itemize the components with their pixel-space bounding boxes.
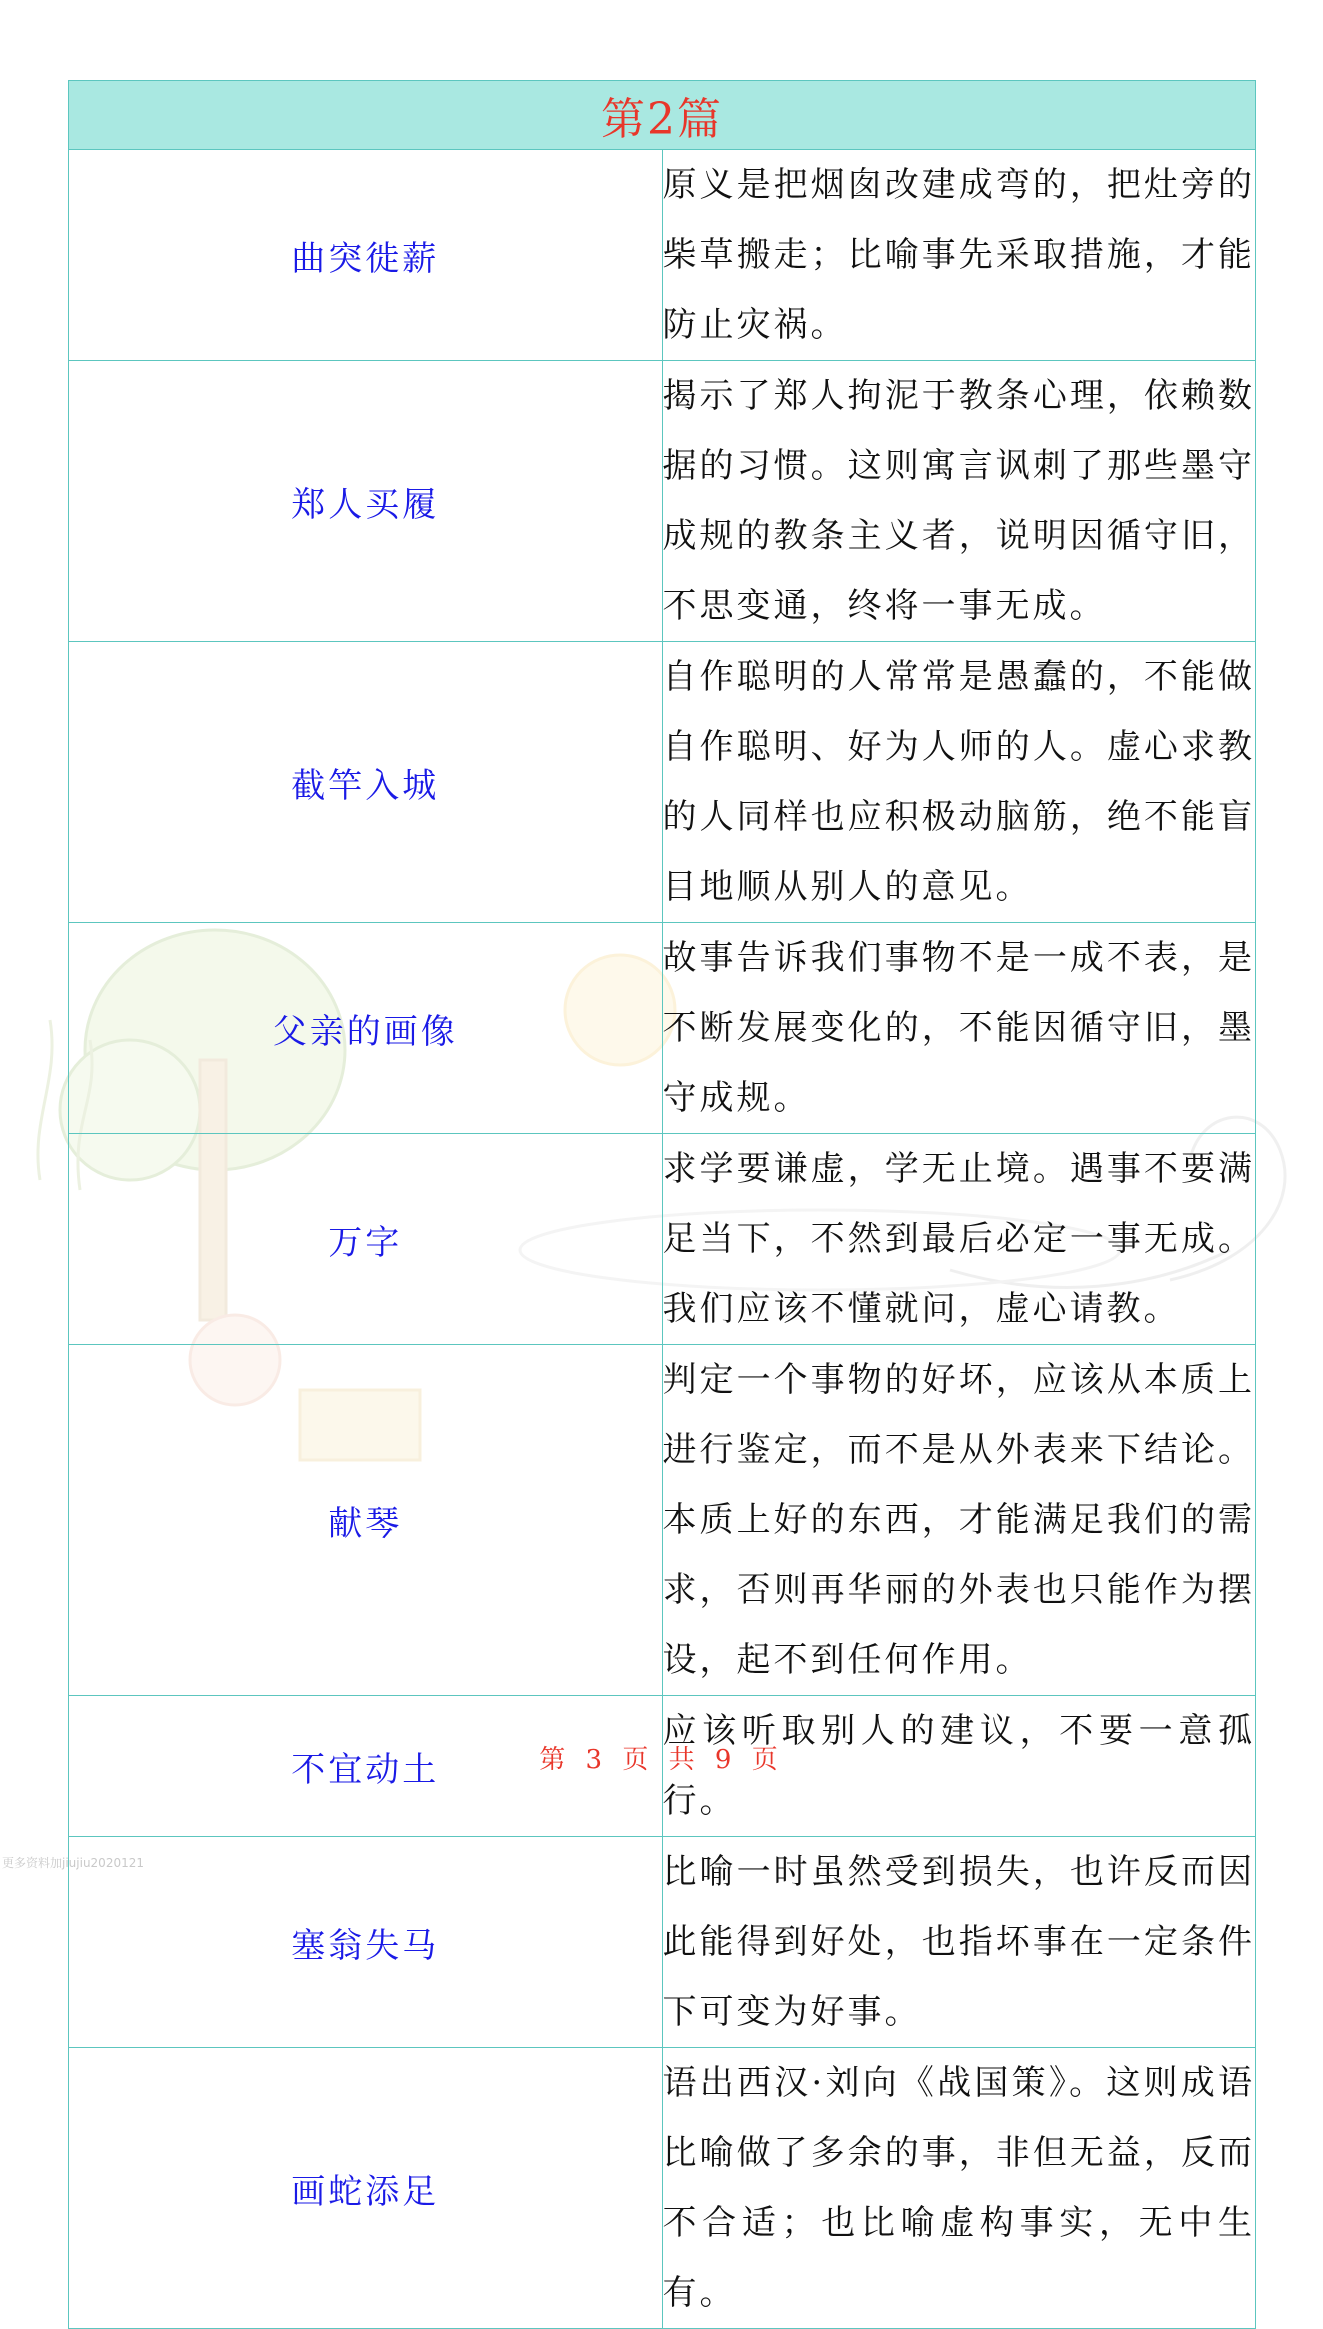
idiom-meaning: 应该听取别人的建议，不要一意孤行。 xyxy=(662,1696,1256,1837)
table-row xyxy=(69,1345,1256,1696)
table-row xyxy=(69,361,1256,642)
idiom-meaning: 比喻一时虽然受到损失，也许反而因此能得到好处，也指坏事在一定条件下可变为好事。 xyxy=(662,1837,1256,2048)
table-row xyxy=(69,1837,1256,2048)
idiom-meaning: 故事告诉我们事物不是一成不表，是不断发展变化的，不能因循守旧，墨守成规。 xyxy=(662,923,1256,1134)
idiom-term: 截竿入城 xyxy=(69,642,663,923)
idiom-term: 万字 xyxy=(69,1134,663,1345)
idiom-meaning: 揭示了郑人拘泥于教条心理，依赖数据的习惯。这则寓言讽刺了那些墨守成规的教条主义者，说明因循守旧，不思变通，终将一事无成。 xyxy=(662,361,1256,642)
table-row xyxy=(69,1134,1256,1345)
idiom-meaning: 求学要谦虚，学无止境。遇事不要满足当下，不然到最后必定一事无成。我们应该不懂就问，虚心请教。 xyxy=(662,1134,1256,1345)
table-row xyxy=(69,923,1256,1134)
idiom-meaning: 语出西汉·刘向《战国策》。这则成语比喻做了多余的事，非但无益，反而不合适；也比喻虚构事实，无中生有。 xyxy=(662,2048,1256,2329)
idiom-term: 郑人买履 xyxy=(69,361,663,642)
watermark-text: 更多资料加jiujiu2020121 xyxy=(2,1856,144,1870)
footer-total-pages: 9 xyxy=(714,1745,738,1775)
footer-page-number: 3 xyxy=(585,1745,609,1775)
idiom-meaning: 自作聪明的人常常是愚蠢的，不能做自作聪明、好为人师的人。虚心求教的人同样也应积极动脑筋，绝不能盲目地顺从别人的意见。 xyxy=(662,642,1256,923)
idiom-meaning: 判定一个事物的好坏，应该从本质上进行鉴定，而不是从外表来下结论。本质上好的东西，才能满足我们的需求，否则再华丽的外表也只能作为摆设，起不到任何作用。 xyxy=(662,1345,1256,1696)
table-row xyxy=(69,150,1256,361)
page-footer xyxy=(0,1739,1323,1776)
page-title: 第2篇 xyxy=(69,81,1256,150)
idiom-table xyxy=(68,80,1256,2329)
idiom-term: 曲突徙薪 xyxy=(69,150,663,361)
title-row xyxy=(69,81,1256,150)
idiom-term: 塞翁失马 xyxy=(69,1837,663,2048)
table-row xyxy=(69,642,1256,923)
table-row xyxy=(69,2048,1256,2329)
idiom-term: 画蛇添足 xyxy=(69,2048,663,2329)
footer-middle: 页 共 xyxy=(622,1745,701,1775)
idiom-term: 不宜动土 xyxy=(69,1696,663,1837)
footer-prefix: 第 xyxy=(539,1745,572,1775)
footer-suffix: 页 xyxy=(751,1745,784,1775)
idiom-term: 父亲的画像 xyxy=(69,923,663,1134)
idiom-meaning: 原义是把烟囱改建成弯的，把灶旁的柴草搬走；比喻事先采取措施，才能防止灾祸。 xyxy=(662,150,1256,361)
idiom-term: 献琴 xyxy=(69,1345,663,1696)
